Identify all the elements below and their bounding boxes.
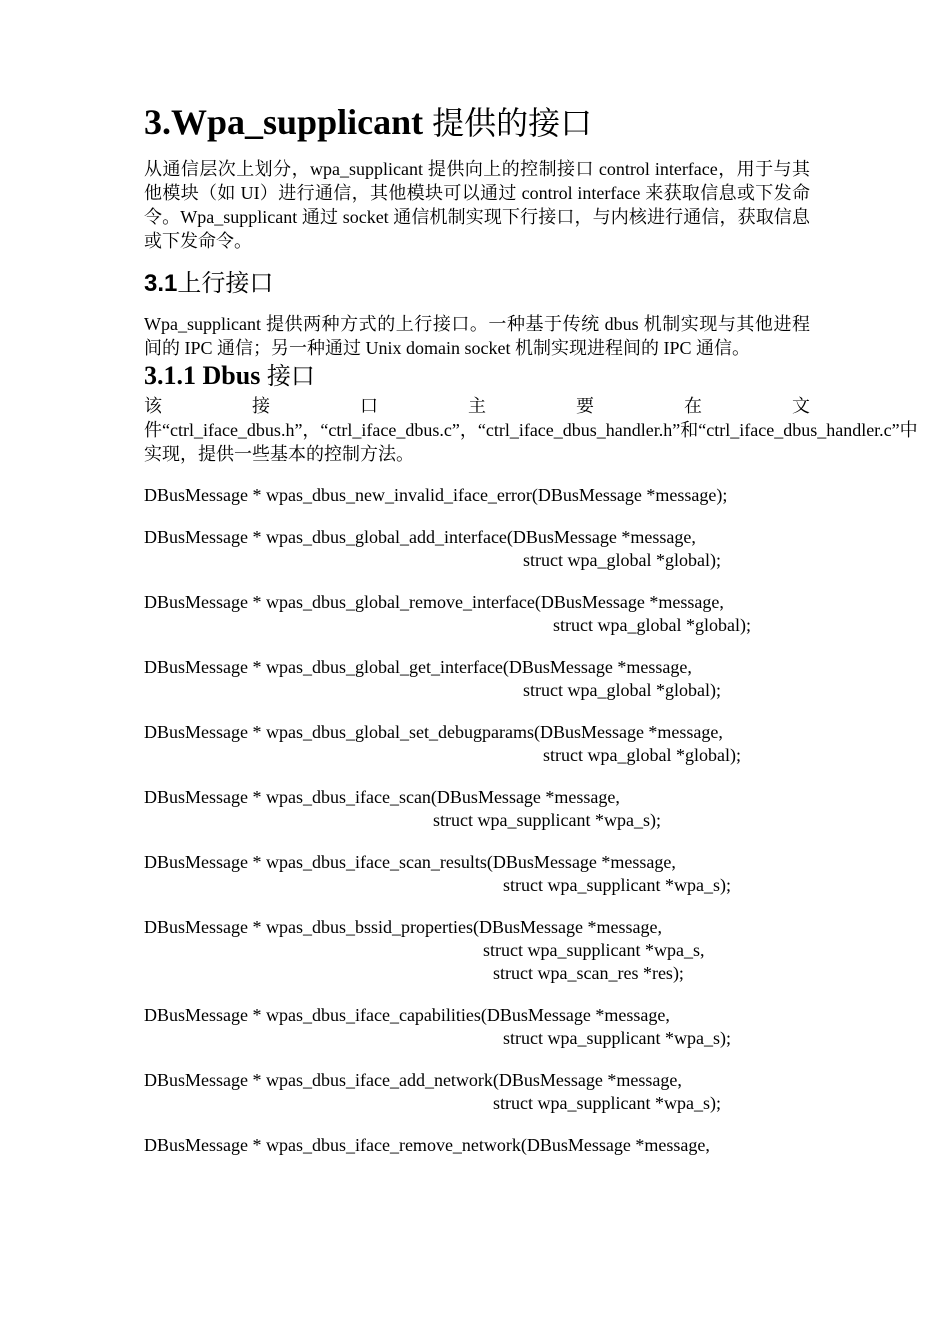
section-3-1-heading <box>144 263 810 304</box>
function-declaration <box>144 916 810 985</box>
function-signature-line: DBusMessage * wpas_dbus_iface_add_network(DBusMessage *message, <box>144 1070 682 1090</box>
function-declaration <box>144 591 810 637</box>
function-signature-line: DBusMessage * wpas_dbus_iface_capabilities(DBusMessage *message, <box>144 1005 670 1025</box>
function-signature-line: DBusMessage * wpas_dbus_global_add_interface(DBusMessage *message, <box>144 527 696 547</box>
function-signature-line: DBusMessage * wpas_dbus_global_set_debugparams(DBusMessage *message, <box>144 722 723 742</box>
function-parameter-line: struct wpa_global *global); <box>553 615 751 635</box>
function-parameter-line: struct wpa_supplicant *wpa_s); <box>503 875 731 895</box>
section-3-1-title: 上行接口 <box>177 269 274 297</box>
page-title-prefix: 3.Wpa_supplicant <box>144 102 424 142</box>
function-declaration <box>144 484 810 507</box>
function-signature-line: DBusMessage * wpas_dbus_bssid_properties(DBusMessage *message, <box>144 917 662 937</box>
function-parameter-line: struct wpa_supplicant *wpa_s); <box>503 1028 731 1048</box>
function-declaration <box>144 851 810 897</box>
function-parameter-line: struct wpa_supplicant *wpa_s); <box>433 810 661 830</box>
function-declaration <box>144 526 810 572</box>
intro-paragraph: 从通信层次上划分，wpa_supplicant 提供向上的控制接口 control interface，用于与其他模块（如 UI）进行通信，其他模块可以通过 control interface 来获取信息或下发命令。Wpa_supplicant 通过 socket 通信机制实现下行接口，与内核进行通信，获取信息或下发命令。 <box>144 159 810 251</box>
function-parameter-line: struct wpa_global *global); <box>543 745 741 765</box>
function-declaration <box>144 1004 810 1050</box>
section-3-1-1-title: 接口 <box>266 362 315 390</box>
section-3-1-1-paragraph: 该接口主要在文件“ctrl_iface_dbus.h”，“ctrl_iface_dbus.c”，“ctrl_iface_dbus_handler.h”和“ctrl_iface_dbus_handler.c”中实现，提供一些基本的控制方法。 <box>144 396 918 464</box>
function-parameter-line: struct wpa_scan_res *res); <box>493 963 684 983</box>
function-declaration <box>144 1069 810 1115</box>
page-title <box>144 96 810 149</box>
function-signature-line: DBusMessage * wpas_dbus_global_remove_interface(DBusMessage *message, <box>144 592 724 612</box>
function-signature-line: DBusMessage * wpas_dbus_iface_remove_network(DBusMessage *message, <box>144 1135 710 1155</box>
function-signature-line: DBusMessage * wpas_dbus_iface_scan(DBusMessage *message, <box>144 787 620 807</box>
function-declaration <box>144 1134 810 1157</box>
section-3-1-number: 3.1 <box>144 270 178 297</box>
function-signature-line: DBusMessage * wpas_dbus_global_get_interface(DBusMessage *message, <box>144 657 692 677</box>
function-signature-line: DBusMessage * wpas_dbus_new_invalid_iface_error(DBusMessage *message); <box>144 485 728 505</box>
function-parameter-line: struct wpa_supplicant *wpa_s, <box>483 940 705 960</box>
function-parameter-line: struct wpa_global *global); <box>523 680 721 700</box>
section-3-1-1-number: 3.1.1 Dbus <box>144 361 261 390</box>
function-signature-line: DBusMessage * wpas_dbus_iface_scan_results(DBusMessage *message, <box>144 852 676 872</box>
section-3-1-paragraph: Wpa_supplicant 提供两种方式的上行接口。一种基于传统 dbus 机制实现与其他进程间的 IPC 通信；另一种通过 Unix domain socket 机制实现进程间的 IPC 通信。 <box>144 314 810 358</box>
section-3-1-1-heading <box>144 360 810 392</box>
function-declaration <box>144 721 810 767</box>
function-declaration <box>144 786 810 832</box>
function-list <box>144 484 810 1157</box>
function-declaration <box>144 656 810 702</box>
page-title-suffix: 提供的接口 <box>432 104 593 142</box>
function-parameter-line: struct wpa_supplicant *wpa_s); <box>493 1093 721 1113</box>
function-parameter-line: struct wpa_global *global); <box>523 550 721 570</box>
